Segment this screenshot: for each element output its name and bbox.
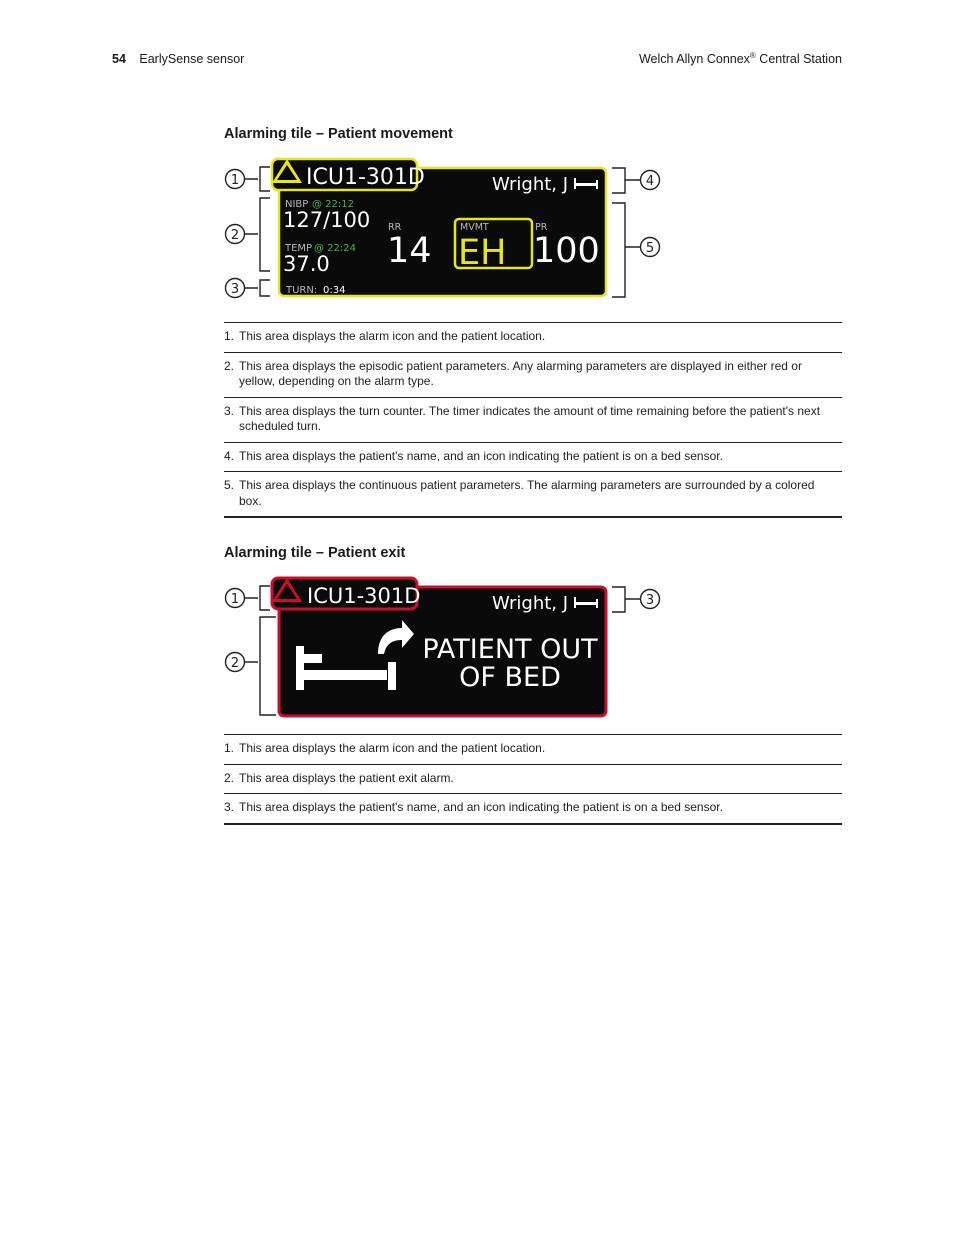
callout-3-number: 3 [230, 282, 240, 297]
callout-5-number: 5 [645, 241, 655, 256]
pr-label: PR [535, 222, 548, 233]
nibp-value: 127/100 [283, 208, 371, 232]
movement-notes-list [224, 322, 842, 518]
bracket-2 [245, 617, 276, 715]
list-item: 2. This area displays the patient exit alarm. [224, 765, 842, 795]
section-title-movement: Alarming tile – Patient movement [224, 126, 453, 142]
list-item: 4. This area displays the patient's name, and an icon indicating the patient is on a bed sensor. [224, 443, 842, 473]
exit-notes-list [224, 734, 842, 825]
patient-name: Wright, J [492, 174, 569, 195]
temp-value: 37.0 [283, 252, 330, 276]
list-item: 3. This area displays the turn counter. The timer indicates the amount of time remaining before the patient's next scheduled turn. [224, 398, 842, 443]
pr-value: 100 [533, 231, 600, 271]
section-title-exit: Alarming tile – Patient exit [224, 545, 406, 561]
registered-mark: ® [749, 50, 756, 60]
callout-2-number: 2 [230, 228, 240, 243]
nibp-time: @ 22:12 [312, 199, 354, 210]
callout-3-number: 3 [645, 593, 655, 608]
section-name: EarlySense sensor [139, 52, 245, 66]
patient-location: ICU1-301D [306, 165, 425, 190]
callout-4-number: 4 [645, 174, 655, 189]
turn-timer: 0:34 [323, 285, 346, 296]
mvmt-value: EH [458, 233, 507, 273]
list-item: 2. This area displays the episodic patient parameters. Any alarming parameters are displayed in either red or yellow, depending on the alarm type. [224, 353, 842, 398]
callout-2-number: 2 [230, 656, 240, 671]
callout-1-number: 1 [230, 173, 240, 188]
temp-label: TEMP [285, 243, 313, 254]
list-item: 3. This area displays the patient's name, and an icon indicating the patient is on a bed sensor. [224, 794, 842, 825]
bracket-3 [245, 280, 270, 296]
product-name: Welch Allyn Connex [638, 52, 750, 66]
list-item: 5. This area displays the continuous patient parameters. The alarming parameters are surrounded by a colored box. [224, 472, 842, 518]
movement-tile-figure [220, 155, 670, 305]
callout-1-number: 1 [230, 592, 240, 607]
product-name-tail: Central Station [755, 52, 842, 66]
page-number: 54 [112, 52, 126, 66]
exit-alarm-line1: PATIENT OUT [422, 634, 598, 665]
bracket-2 [245, 198, 270, 271]
rr-value: 14 [387, 231, 432, 271]
page-header-right [639, 52, 842, 66]
bracket-1 [245, 586, 270, 610]
patient-name: Wright, J [492, 593, 569, 614]
list-item: 1. This area displays the alarm icon and the patient location. [224, 323, 842, 353]
turn-label: TURN: [286, 285, 318, 296]
mvmt-label: MVMT [460, 222, 489, 233]
nibp-label: NIBP [285, 199, 309, 210]
bracket-5 [612, 203, 640, 297]
patient-location: ICU1-301D [307, 584, 421, 608]
exit-tile-figure [220, 574, 670, 724]
exit-alarm-line2: OF BED [459, 662, 561, 693]
rr-label: RR [388, 222, 402, 233]
page-header-left [112, 52, 244, 66]
temp-time: @ 22:24 [314, 243, 356, 254]
bracket-1 [245, 167, 270, 191]
list-item: 1. This area displays the alarm icon and the patient location. [224, 735, 842, 765]
bracket-3 [612, 587, 640, 612]
bracket-4 [612, 168, 640, 193]
